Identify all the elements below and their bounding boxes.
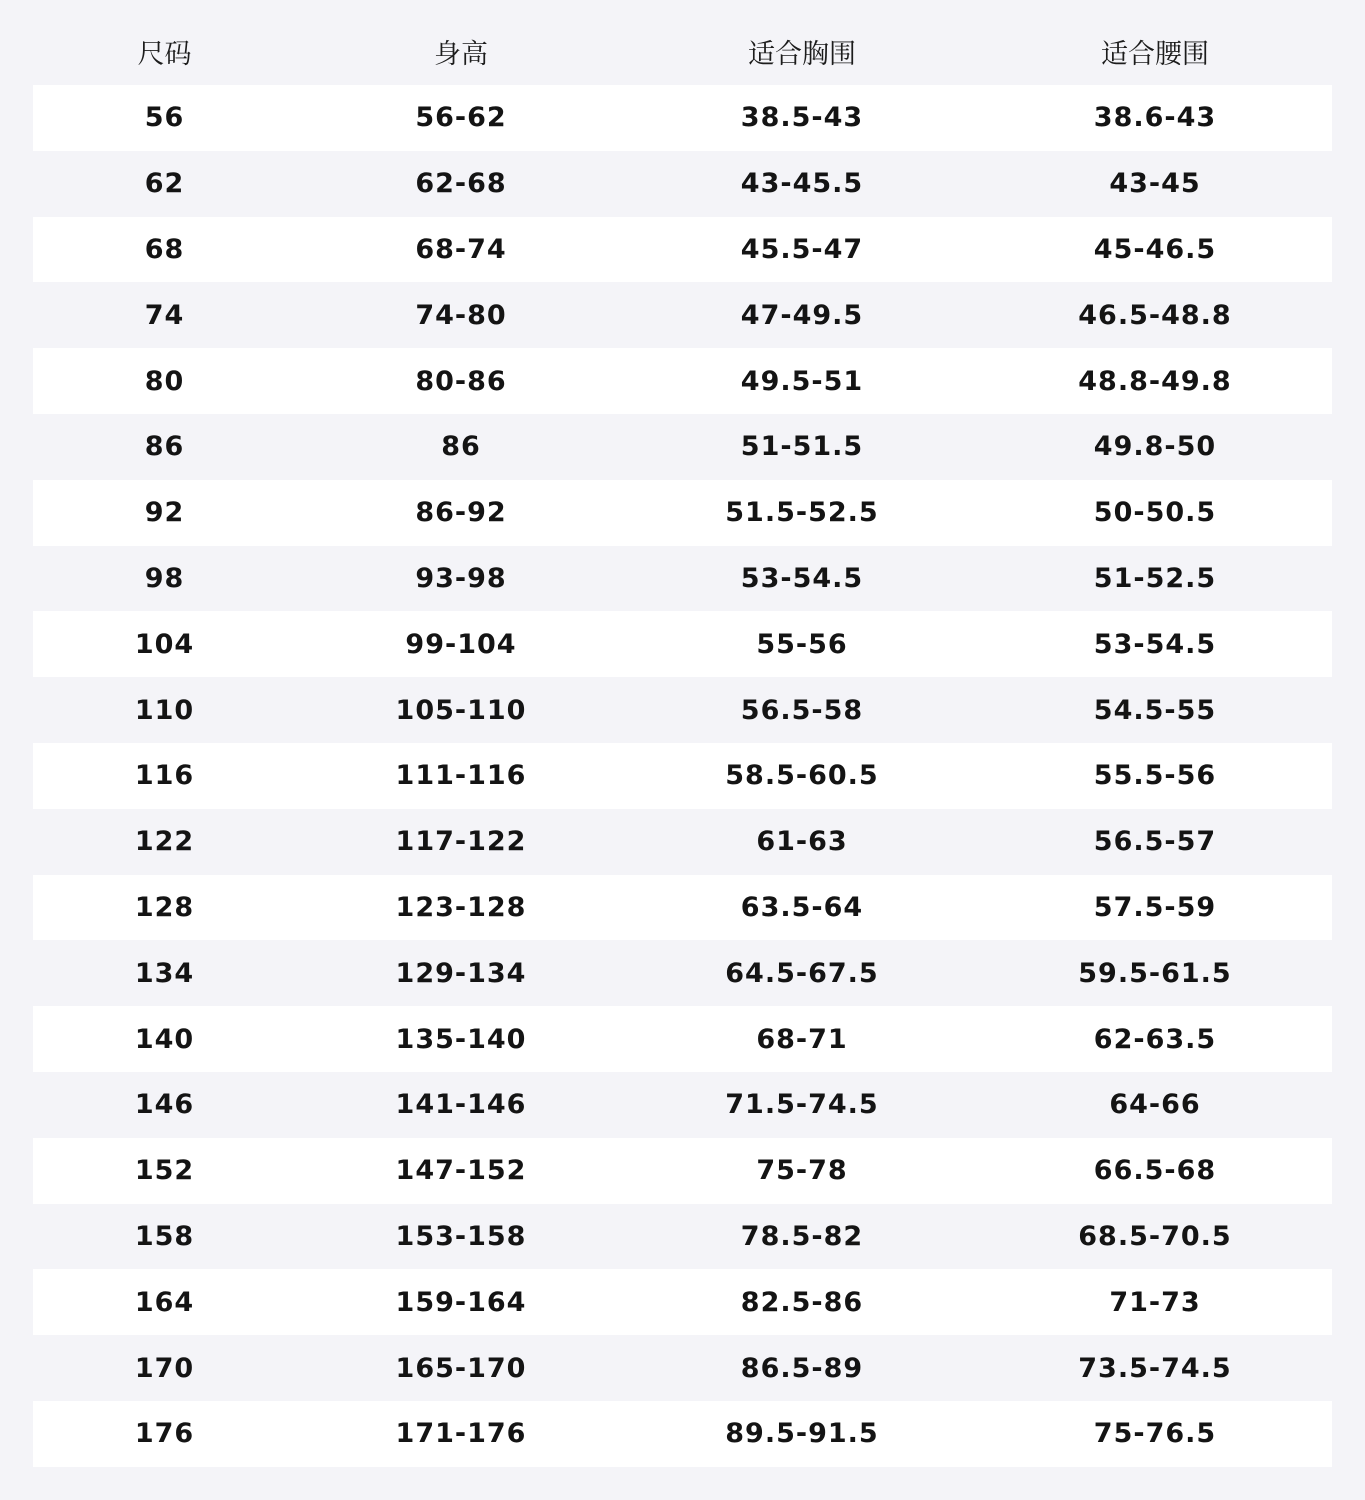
waist-cell: 54.5-55 bbox=[1093, 694, 1217, 726]
waist-cell: 75-76.5 bbox=[1093, 1418, 1217, 1450]
table-row bbox=[33, 1269, 1332, 1335]
chest-cell: 55-56 bbox=[756, 628, 848, 660]
height-cell: 165-170 bbox=[395, 1352, 527, 1384]
waist-cell: 57.5-59 bbox=[1093, 891, 1217, 923]
size-cell: 86 bbox=[144, 431, 185, 463]
chest-cell: 86.5-89 bbox=[740, 1352, 864, 1384]
waist-cell: 59.5-61.5 bbox=[1078, 957, 1232, 989]
waist-cell: 50-50.5 bbox=[1093, 497, 1217, 529]
height-cell: 56-62 bbox=[415, 102, 507, 134]
waist-cell: 51-52.5 bbox=[1093, 562, 1217, 594]
height-cell: 171-176 bbox=[395, 1418, 527, 1450]
size-cell: 98 bbox=[144, 562, 185, 594]
waist-cell: 45-46.5 bbox=[1093, 233, 1217, 265]
height-cell: 159-164 bbox=[395, 1286, 527, 1318]
chest-cell: 82.5-86 bbox=[740, 1286, 864, 1318]
chest-cell: 78.5-82 bbox=[740, 1220, 864, 1252]
table-row bbox=[33, 217, 1332, 283]
height-cell: 147-152 bbox=[395, 1155, 527, 1187]
table-row bbox=[33, 940, 1332, 1006]
table-row bbox=[33, 1138, 1332, 1204]
waist-cell: 66.5-68 bbox=[1093, 1155, 1217, 1187]
table-row bbox=[33, 85, 1332, 151]
table-row bbox=[33, 743, 1332, 809]
size-cell: 116 bbox=[134, 760, 195, 792]
size-cell: 62 bbox=[144, 168, 185, 200]
waist-cell: 56.5-57 bbox=[1093, 826, 1217, 858]
chest-cell: 58.5-60.5 bbox=[725, 760, 879, 792]
waist-cell: 53-54.5 bbox=[1093, 628, 1217, 660]
table-row bbox=[33, 414, 1332, 480]
chest-cell: 89.5-91.5 bbox=[725, 1418, 879, 1450]
size-cell: 176 bbox=[134, 1418, 195, 1450]
size-cell: 80 bbox=[144, 365, 185, 397]
table-body bbox=[33, 85, 1332, 1467]
waist-cell: 38.6-43 bbox=[1093, 102, 1217, 134]
height-cell: 62-68 bbox=[415, 168, 507, 200]
height-cell: 99-104 bbox=[405, 628, 517, 660]
size-cell: 134 bbox=[134, 957, 195, 989]
size-cell: 128 bbox=[134, 891, 195, 923]
waist-cell: 68.5-70.5 bbox=[1078, 1220, 1232, 1252]
table-row bbox=[33, 1335, 1332, 1401]
chest-cell: 61-63 bbox=[756, 826, 848, 858]
size-cell: 104 bbox=[134, 628, 195, 660]
height-cell: 141-146 bbox=[395, 1089, 527, 1121]
chest-cell: 63.5-64 bbox=[740, 891, 864, 923]
header-waist: 适合腰围 bbox=[1101, 39, 1209, 70]
table-row bbox=[33, 875, 1332, 941]
height-cell: 135-140 bbox=[395, 1023, 527, 1055]
height-cell: 117-122 bbox=[395, 826, 527, 858]
table-row bbox=[33, 1072, 1332, 1138]
size-cell: 158 bbox=[134, 1220, 195, 1252]
table-row bbox=[33, 1006, 1332, 1072]
waist-cell: 49.8-50 bbox=[1093, 431, 1217, 463]
table-row bbox=[33, 1401, 1332, 1467]
size-cell: 164 bbox=[134, 1286, 195, 1318]
table-row bbox=[33, 282, 1332, 348]
size-cell: 146 bbox=[134, 1089, 195, 1121]
waist-cell: 55.5-56 bbox=[1093, 760, 1217, 792]
size-cell: 68 bbox=[144, 233, 185, 265]
chest-cell: 68-71 bbox=[756, 1023, 848, 1055]
chest-cell: 75-78 bbox=[756, 1155, 848, 1187]
height-cell: 80-86 bbox=[415, 365, 507, 397]
chest-cell: 56.5-58 bbox=[740, 694, 864, 726]
chest-cell: 38.5-43 bbox=[740, 102, 864, 134]
chest-cell: 64.5-67.5 bbox=[725, 957, 879, 989]
table-row bbox=[33, 348, 1332, 414]
table-header bbox=[33, 18, 1332, 85]
chest-cell: 53-54.5 bbox=[740, 562, 864, 594]
height-cell: 86 bbox=[441, 431, 481, 463]
waist-cell: 43-45 bbox=[1109, 168, 1201, 200]
waist-cell: 62-63.5 bbox=[1093, 1023, 1217, 1055]
table-row bbox=[33, 1204, 1332, 1270]
chest-cell: 45.5-47 bbox=[740, 233, 864, 265]
height-cell: 123-128 bbox=[395, 891, 527, 923]
header-chest: 适合胸围 bbox=[748, 39, 856, 70]
waist-cell: 48.8-49.8 bbox=[1078, 365, 1232, 397]
height-cell: 105-110 bbox=[395, 694, 527, 726]
chest-cell: 47-49.5 bbox=[740, 299, 864, 331]
header-height: 身高 bbox=[434, 39, 488, 70]
table-row bbox=[33, 151, 1332, 217]
size-cell: 92 bbox=[144, 497, 185, 529]
chest-cell: 51-51.5 bbox=[740, 431, 864, 463]
size-cell: 152 bbox=[134, 1155, 195, 1187]
size-cell: 122 bbox=[134, 826, 195, 858]
table-row bbox=[33, 677, 1332, 743]
height-cell: 111-116 bbox=[395, 760, 527, 792]
size-cell: 74 bbox=[144, 299, 185, 331]
height-cell: 93-98 bbox=[415, 562, 507, 594]
chest-cell: 51.5-52.5 bbox=[725, 497, 879, 529]
chest-cell: 43-45.5 bbox=[740, 168, 864, 200]
table-row bbox=[33, 480, 1332, 546]
size-cell: 140 bbox=[134, 1023, 195, 1055]
table-row bbox=[33, 809, 1332, 875]
height-cell: 129-134 bbox=[395, 957, 527, 989]
chest-cell: 71.5-74.5 bbox=[725, 1089, 879, 1121]
waist-cell: 64-66 bbox=[1109, 1089, 1201, 1121]
size-cell: 56 bbox=[144, 102, 185, 134]
height-cell: 74-80 bbox=[415, 299, 507, 331]
header-size: 尺码 bbox=[137, 39, 192, 70]
table-row bbox=[33, 611, 1332, 677]
waist-cell: 73.5-74.5 bbox=[1078, 1352, 1232, 1384]
chest-cell: 49.5-51 bbox=[740, 365, 864, 397]
waist-cell: 46.5-48.8 bbox=[1078, 299, 1232, 331]
height-cell: 153-158 bbox=[395, 1220, 527, 1252]
height-cell: 68-74 bbox=[415, 233, 507, 265]
waist-cell: 71-73 bbox=[1109, 1286, 1201, 1318]
height-cell: 86-92 bbox=[415, 497, 507, 529]
size-cell: 170 bbox=[134, 1352, 195, 1384]
table-row bbox=[33, 546, 1332, 612]
size-cell: 110 bbox=[134, 694, 195, 726]
